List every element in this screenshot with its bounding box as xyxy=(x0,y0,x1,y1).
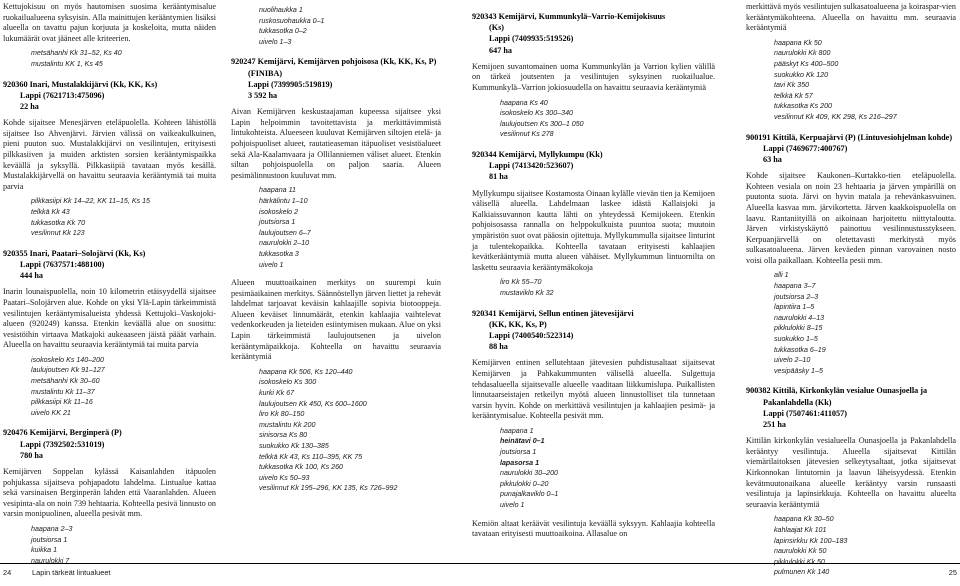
species-item: liro Kk 55–70 xyxy=(500,278,542,287)
species-item: joutsiorsa 1 xyxy=(31,535,68,544)
site-heading xyxy=(472,149,715,183)
species-item: pikkulokki Kk 50 xyxy=(774,557,825,566)
species-list xyxy=(259,5,441,47)
species-item: suokukko 1–5 xyxy=(774,335,818,344)
species-list xyxy=(774,270,956,376)
site-detail: Lappi (7507461:411057) xyxy=(763,408,847,418)
site-heading xyxy=(3,427,216,461)
species-item: haapana Kk 30–50 xyxy=(774,515,834,524)
site-detail: 780 ha xyxy=(20,450,43,460)
site-detail: 251 ha xyxy=(763,420,786,430)
site-heading xyxy=(746,132,956,166)
species-list xyxy=(31,196,216,238)
species-item: haapana 1 xyxy=(500,426,534,435)
species-item: haapana 2–3 xyxy=(31,525,73,534)
body-paragraph: Kettujokisuu on myös hautomisen suosima kerääntymisalue ruokailualueena syksyisin. Alla mainittujen kerääntymien lisäksi alueella on tavattu pajun korjuuta ja koskeloita, mutta näiden lukumäärät ovat jääneet alle kriteerien. xyxy=(3,2,216,43)
species-item: suokukko Kk 130–385 xyxy=(259,442,329,450)
site-heading xyxy=(472,308,715,353)
species-item: tukkasotka 6–19 xyxy=(774,345,826,354)
species-item: haapana Kk 506, Ks 120–440 xyxy=(259,367,353,376)
body-paragraph: Myllykumpu sijaitsee Kostamosta Oinaan kylälle vievän tien ja Kemijoen välisellä alueella. Lahdelmaan laskee idästä Kallaisjoki ja Kalkiaissuvannon kautta lähti on yhteydessä Kemijokeen. Etenkin pohjoisosassa rannalla on helppokulkuista puuntoa suota; muutoin ympäristön suot ovat pääosin ojitettuja. Myllykummulla sijaitsee linturint ja tulentekopaikka. Kohteella tavataan erityisesti kahlaajien kevätkerääntymiä mutta alueen vähäiset. Myllykummun lintuornilta on laskettu seuraavia kerääntymäkokoja xyxy=(472,188,715,272)
site-detail: Lappi (7413420:523607) xyxy=(489,161,574,171)
species-item: uivelo KK 21 xyxy=(31,408,71,417)
species-item: uivelo 1 xyxy=(259,260,284,269)
body-paragraph: Alueen muuttoaikainen merkitys on suurempi kuin pesimäaikainen merkitys. Säännöstellyn järven liettet ja rehevät lahdelmat tarjoavat keväisin kahlaajille sopivia biotooppeja. Alueen keväiset linnumäärät, etenkin kahlaajia vaihtelevat vedenkorkeuden ja lieteiden esiintymisen mukaan. Alue on yksi Lapin tärkeimmistä laulujoutsenen ja uivelon kerääntymäpaikkoja. Kohteella on havaittu seuraavia kerääntymiä xyxy=(231,278,441,362)
species-item: pulmunen Kk 140 xyxy=(774,568,830,577)
species-item: naurulokki 4–13 xyxy=(774,313,825,322)
species-item: tukkasotka Kk 70 xyxy=(31,218,86,227)
species-list xyxy=(259,185,441,270)
species-item: suokukko Kk 120 xyxy=(774,70,829,79)
site-detail: Lappi (7399905:519819) xyxy=(248,79,333,89)
species-item: vesilinnut Ks 278 xyxy=(500,130,554,139)
species-item: tukkasotka Kk 100, Ks 260 xyxy=(259,463,343,472)
species-item: vesipääsky 1–5 xyxy=(774,366,823,375)
species-list xyxy=(774,38,956,123)
species-item: tukkasotka 3 xyxy=(259,249,299,258)
species-item: laulujoutsen Kk 91–127 xyxy=(31,366,105,375)
species-item: joutsiorsa 1 xyxy=(259,218,296,227)
species-item: haapana Kk 50 xyxy=(774,38,822,47)
species-item: mustalintu KK 1, Ks 45 xyxy=(31,59,103,68)
species-item: joutsiorsa 2–3 xyxy=(774,292,819,301)
species-item: lapintiira 1–5 xyxy=(774,303,815,312)
site-detail: Lappi (7637571:488100) xyxy=(20,259,105,269)
species-item: haapana 11 xyxy=(259,186,296,195)
species-item: uivelo 1–3 xyxy=(259,37,292,46)
site-detail: 88 ha xyxy=(489,342,508,352)
site-detail: Lappi (7469677:400767) xyxy=(763,143,848,153)
species-item: ruskosuohaukka 0–1 xyxy=(259,16,325,25)
species-item: uivelo 1 xyxy=(500,501,525,510)
site-title: 920360 Inari, Mustalakkijärvi (Kk, KK, Ks) xyxy=(3,79,158,89)
left-page-number: 24 xyxy=(3,568,12,577)
site-heading xyxy=(3,79,216,113)
body-paragraph: Kemijärven entinen sellutehtaan jätevesien puhdistusaltaat sijaitsevat Kemijärven ja Pahkakummunten välisellä alueella. Sulgettuja tehdasalueella sijaitsevalle alueelle vaaditaan liikkumislupa. Puikallisten linnutaarseistajen retkeilyn myötä alueen linnustolliset tila tunnetaan varsin hyvin. Kohde on merkittävä vesilintujen ja kahlaajien pesimä- ja kerääntymisalue. Kohteella pesivät mm. xyxy=(472,358,715,421)
body-paragraph: Kemijoen suvantomainen uoma Kummunkylän ja Varrion kylien välillä on tärkeä joutsenten ja vesilintujen syksyinen ruokailualue. Kummunkylä–Varrion jokiosuudella on havaittu seuraavia kerääntymiä xyxy=(472,61,715,92)
species-item: telkkä Kk 43 xyxy=(31,207,70,216)
species-item: mustaviklo Kk 32 xyxy=(500,288,554,297)
site-detail: Lappi (7400540:522314) xyxy=(489,330,574,340)
site-detail: 3 592 ha xyxy=(248,90,278,100)
text-column-3 xyxy=(472,2,715,544)
species-list xyxy=(31,48,216,69)
body-paragraph: Kohde sijaitsee Menesjärven eteläpuolella. Kohteen lähistöllä sijaitsee Iso Ahvenjärvi. Järvien välissä on vaikeakulkuinen, pieni puuton suo. Mustalakkijärvi on vesilintujen, erityisesti pilkkasiiven ja muiden arktisten sorsien kerääntymispaikka keväällä ja syksyllä. Pilkkasiipiä tavataan myös kesällä. Mustalakkijärvellä on havaittu seuraavia kerääntymiä tai muita parvia xyxy=(3,118,216,191)
site-heading xyxy=(746,385,956,430)
species-item: naurulokki 2–10 xyxy=(259,239,310,248)
body-paragraph: Inarin lounaispuolella, noin 10 kilometrin etäisyydellä sijaitsee Paatari–Solojärven alue. Kohde on yksi Ylä-Lapin tärkeimmistä vesilintujen kerääntymisalueista yhdessä Kettujoki–Vaskojoki-alueen (920249) kanssa. Etenkin keväällä alue on suosittu: vesistöihin virtaava Matkajoki aukeaaseen jäistä pääät varhain. Alueella on havaittu seuraavia kerääntymiä tai muita parvia xyxy=(3,287,216,350)
species-item: tavi Kk 350 xyxy=(774,81,810,90)
species-item: uivelo 2–10 xyxy=(774,356,811,365)
site-detail: Lappi (7392502:531019) xyxy=(20,439,105,449)
site-detail: (FINIBA) xyxy=(248,68,283,78)
species-item: heinätavi 0–1 xyxy=(500,437,545,446)
site-detail: 22 ha xyxy=(20,101,39,111)
species-item: vesilinnut Kk 195–296, KK 135, Ks 726–992 xyxy=(259,484,398,493)
site-detail: Pakanlahdella (Kk) xyxy=(763,397,832,407)
species-item: tukkasotka Ks 200 xyxy=(774,102,832,111)
right-page-number: 25 xyxy=(948,568,957,577)
species-item: telkkä Kk 43, Ks 110–395, KK 75 xyxy=(259,452,363,461)
species-item: laulujoutsen 6–7 xyxy=(259,228,311,237)
site-title: 920355 Inari, Paatari–Solojärvi (Kk, Ks) xyxy=(3,248,146,258)
species-item: sinisorsa Ks 80 xyxy=(259,431,308,440)
site-title: 920343 Kemijärvi, Kummunkylä–Varrio-Kemijokisuus xyxy=(472,12,666,21)
body-paragraph: Aivan Kemijärven keskustaajaman kupeessa sijaitsee yksi Lapin helpoimmin tavoitettavista ja merkittävimmistä lintukohteista. Alueeseen kuuluvat Kemijärven siltojen etelä- ja pohjoispuoliset alueet, rautatieaseman itäpuoliset vesistöalueet sekä Ala-Kaalamvaara ja Ollilanniemen väliset alueet. Etenkin siltan pohjoispuolella on paljon saaria. Alueen pesimälinnustoon kuuluvat mm. xyxy=(231,107,441,180)
species-item: isokoskelo Ks 300 xyxy=(259,378,317,387)
species-item: telkkä Kk 57 xyxy=(774,91,813,100)
species-item: vesilinnut Kk 409, KK 298, Ks 216–297 xyxy=(774,112,897,121)
species-item: punajalkaviklo 0–1 xyxy=(500,490,559,499)
text-column-4 xyxy=(746,2,956,586)
site-detail: Lappi (7409935:519526) xyxy=(489,34,574,44)
species-item: laulujoutsen Kk 450, Ks 600–1600 xyxy=(259,399,367,408)
site-heading xyxy=(231,56,441,101)
species-item: liro Kk 80–150 xyxy=(259,410,305,419)
site-detail: Lappi (7621713:475096) xyxy=(20,90,105,100)
site-detail: 444 ha xyxy=(20,271,43,281)
species-item: metsähanhi Kk 31–52, Ks 40 xyxy=(31,49,122,58)
species-list xyxy=(31,524,216,566)
page-footer xyxy=(0,563,960,580)
site-title: 920247 Kemijärvi, Kemijärven pohjoisosa (Kk, KK, Ks, P) xyxy=(231,57,437,67)
site-title: 920476 Kemijärvi, Berginperä (P) xyxy=(3,428,122,438)
species-list xyxy=(259,367,441,494)
species-item: naurulokki Kk 50 xyxy=(774,547,827,556)
site-title: 920344 Kemijärvi, Myllykumpu (Kk) xyxy=(472,149,603,159)
site-detail: (KK, KK, Ks, P) xyxy=(489,319,547,329)
site-detail: 63 ha xyxy=(763,154,782,164)
species-item: pilkkasiipi Kk 14–22, KK 11–15, Ks 15 xyxy=(31,197,150,206)
species-item: mustalintu Kk 200 xyxy=(259,420,316,429)
body-paragraph: Kemijärven Soppelan kylässä Kaisanlahden itäpuolen pohjukassa sijaitseva pohjapadotu lahdelma. Lintualue kattaa sekä varsinaisen Berginperän lahden että Vaaranlahden. Alueen vesipinta-ala on noin 739 hehtaaria. Kohteella pesivä linnusto on varsin monipuolinen, alueella pesivät mm. xyxy=(3,467,216,519)
site-title: 900191 Kittilä, Kerpuajärvi (P) (Lintuvesiohjelman kohde) xyxy=(746,132,953,142)
text-column-2 xyxy=(231,2,441,502)
body-paragraph: Kemiön altaat keräävät vesilintuja keväällä syksyyn. Kahlaajia kohteella tavataan erityisesti muuttoaikoina. Allasalue on xyxy=(472,518,715,539)
species-item: vesilinnut Kk 123 xyxy=(31,229,85,238)
species-item: kahlaajat Kk 101 xyxy=(774,525,827,534)
species-item: lapasorsa 1 xyxy=(500,458,540,467)
species-item: lapinsirkku Kk 100–183 xyxy=(774,536,848,545)
site-heading xyxy=(472,11,715,56)
site-detail: 81 ha xyxy=(489,172,508,182)
species-item: härkälintu 1–10 xyxy=(259,196,308,205)
site-detail: (Ks) xyxy=(489,23,505,33)
species-item: mustalintu Kk 11–37 xyxy=(31,387,95,396)
body-paragraph: Kittilän kirkonkylän vesialueella Ounasjoella ja Pakanlahdella kerääntyy vesilintuja. Alueella sijaitsevat Kittilän viemärilaitoksen jätevesien selkeytysaltaat, jotka sijaitsevat Kirkonnokan lintutornin ja laavun läheisyydessä. Etenkin kevätmuutonaikana alueelle kerääntyy varsin runsaasti vesilintuja ja lapinsirkkuja. Kohteella on havaittu alueelta seuraavia kerääntymiä xyxy=(746,436,956,509)
body-paragraph: Kohde sijaitsee Kaukonen–Kurtakko-tien eteläpuolella. Kohteen vesiala on noin 23 hehtaaria ja järven ympärillä on puutonta suota. Järvi on hyvin matala ja rehevänkasvuinen. Alueella kasvaa mm. järvikortetta. Järven kaakkoispuolella on laavu. Rantaniityillä on aikoinaan harjoitettu niittytaloutta. Järven virkistyskäyttö painottuu vesilinnustusstykseen. Kerpuanjärvellä on oletettavasti merkitystä myös sulkasatoalueena. Järven keväeden pinnan varovainen nosto voisi olla paikallaan. Kohteella pesii mm. xyxy=(746,171,956,265)
species-list xyxy=(500,98,715,140)
species-list xyxy=(500,277,715,298)
species-item: naurulokki Kk 800 xyxy=(774,49,831,58)
species-item: alli 1 xyxy=(774,271,789,280)
species-list xyxy=(31,355,216,419)
species-item: nuolihaukka 1 xyxy=(259,6,303,14)
species-item: naurulokki 30–200 xyxy=(500,469,558,478)
species-item: metsähanhi Kk 30–60 xyxy=(31,377,100,386)
site-title: 920341 Kemijärvi, Sellun entinen jätevesijärvi xyxy=(472,308,634,318)
species-item: kurki Kk 67 xyxy=(259,389,295,398)
species-item: naurulokki 7 xyxy=(31,556,70,565)
species-item: pikkulokki 0–20 xyxy=(500,479,549,488)
species-item: isokoskelo Ks 140–200 xyxy=(31,355,104,364)
species-item: haapana 3–7 xyxy=(774,282,816,291)
species-item: pikkulokki 8–15 xyxy=(774,324,823,333)
species-item: pääskyt Ks 400–500 xyxy=(774,59,839,68)
species-item: haapana Ks 40 xyxy=(500,98,548,107)
species-item: laulujoutsen Ks 300–1 050 xyxy=(500,119,584,128)
species-item: isokoskelo Ks 300–340 xyxy=(500,109,573,118)
species-item: isokoskelo 2 xyxy=(259,207,299,216)
text-column-1 xyxy=(3,2,216,574)
site-heading xyxy=(3,248,216,282)
species-item: joutsiorsa 1 xyxy=(500,448,537,457)
section-title: Lapin tärkeät lintualueet xyxy=(32,568,111,577)
species-item: tukkasotka 0–2 xyxy=(259,27,307,36)
body-paragraph: merkittävä myös vesilintujen sulkasatoalueena ja koiraspar-vien kerääntymäkohteena. Alueella on havaittu mm. seuraavia kerääntymiä xyxy=(746,2,956,33)
species-list xyxy=(500,426,715,511)
site-detail: 647 ha xyxy=(489,45,512,55)
species-item: kuikka 1 xyxy=(31,546,58,555)
species-item: uivelo Ks 50–93 xyxy=(259,473,310,482)
species-item: pilkkasiipi Kk 11–16 xyxy=(31,398,93,407)
site-title: 900382 Kittilä, Kirkonkylän vesialue Ounasjoella ja xyxy=(746,386,928,396)
